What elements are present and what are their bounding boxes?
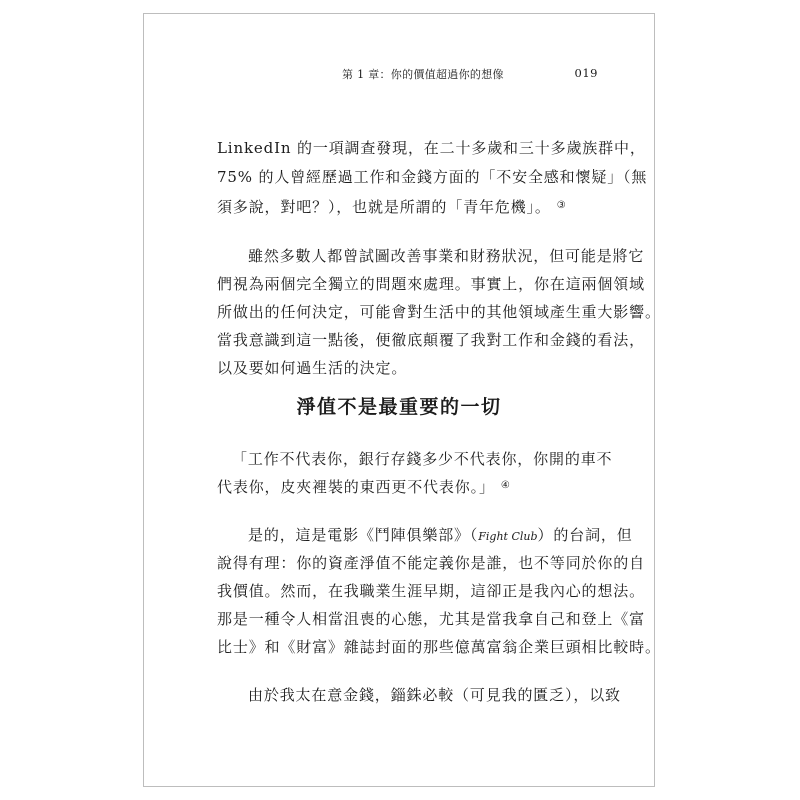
endnote-marker-3: ③ xyxy=(556,200,566,211)
page-number: 019 xyxy=(574,66,598,80)
film-title-english: Fight Club xyxy=(478,530,538,543)
paragraph-1-line-2: 75% 的人曾經歷過工作和金錢方面的「不安全感和懷疑」（無 xyxy=(217,168,648,186)
paragraph-2-line-3: 所做出的任何決定，可能會對生活中的其他領域產生重大影響。 xyxy=(217,303,661,321)
paragraph-3-line-5: 比士》和《財富》雜誌封面的那些億萬富翁企業巨頭相比較時。 xyxy=(217,638,661,656)
paragraph-3-line-1-b: ）的台詞，但 xyxy=(537,526,633,544)
paragraph-2-line-4: 當我意識到這一點後，便徹底顛覆了我對工作和金錢的看法， xyxy=(217,331,645,349)
paragraph-2-line-2: 們視為兩個完全獨立的問題來處理。事實上，你在這兩個領域 xyxy=(217,275,645,293)
paragraph-1-line-3 xyxy=(217,196,566,217)
paragraph-1-line-3-text: 須多說，對吧？），也就是所謂的「青年危機」。 xyxy=(217,198,551,216)
paragraph-2-line-5: 以及要如何過生活的決定。 xyxy=(217,359,408,377)
running-header xyxy=(144,66,654,86)
quote-line-2 xyxy=(217,476,510,497)
quote-line-1: 「工作不代表你，銀行存錢多少不代表你，你開的車不 xyxy=(232,450,613,468)
chapter-running-title: 第 1 章：你的價值超過你的想像 xyxy=(342,68,504,81)
paragraph-3-line-1 xyxy=(248,525,633,547)
section-heading: 淨值不是最重要的一切 xyxy=(296,396,502,418)
endnote-marker-4: ④ xyxy=(500,480,510,491)
paragraph-3-line-3: 我價值。然而，在我職業生涯早期，這卻正是我內心的想法。 xyxy=(217,582,645,600)
paragraph-3-line-4: 那是一種令人相當沮喪的心態，尤其是當我拿自己和登上《富 xyxy=(217,610,645,628)
paragraph-4-line-1: 由於我太在意金錢，錙銖必較（可見我的匱乏），以致 xyxy=(248,686,621,704)
quote-line-2-text: 代表你，皮夾裡裝的東西更不代表你。」 xyxy=(217,478,495,496)
book-page xyxy=(143,13,661,787)
paragraph-3-line-2: 說得有理：你的資產淨值不能定義你是誰，也不等同於你的自 xyxy=(217,554,645,572)
paragraph-2-line-1: 雖然多數人都曾試圖改善事業和財務狀況，但可能是將它 xyxy=(248,247,645,265)
paragraph-3-line-1-a: 是的，這是電影《鬥陣俱樂部》（ xyxy=(248,526,479,544)
paragraph-1-line-1: LinkedIn 的一項調查發現，在二十多歲和三十多歲族群中， xyxy=(217,139,646,157)
